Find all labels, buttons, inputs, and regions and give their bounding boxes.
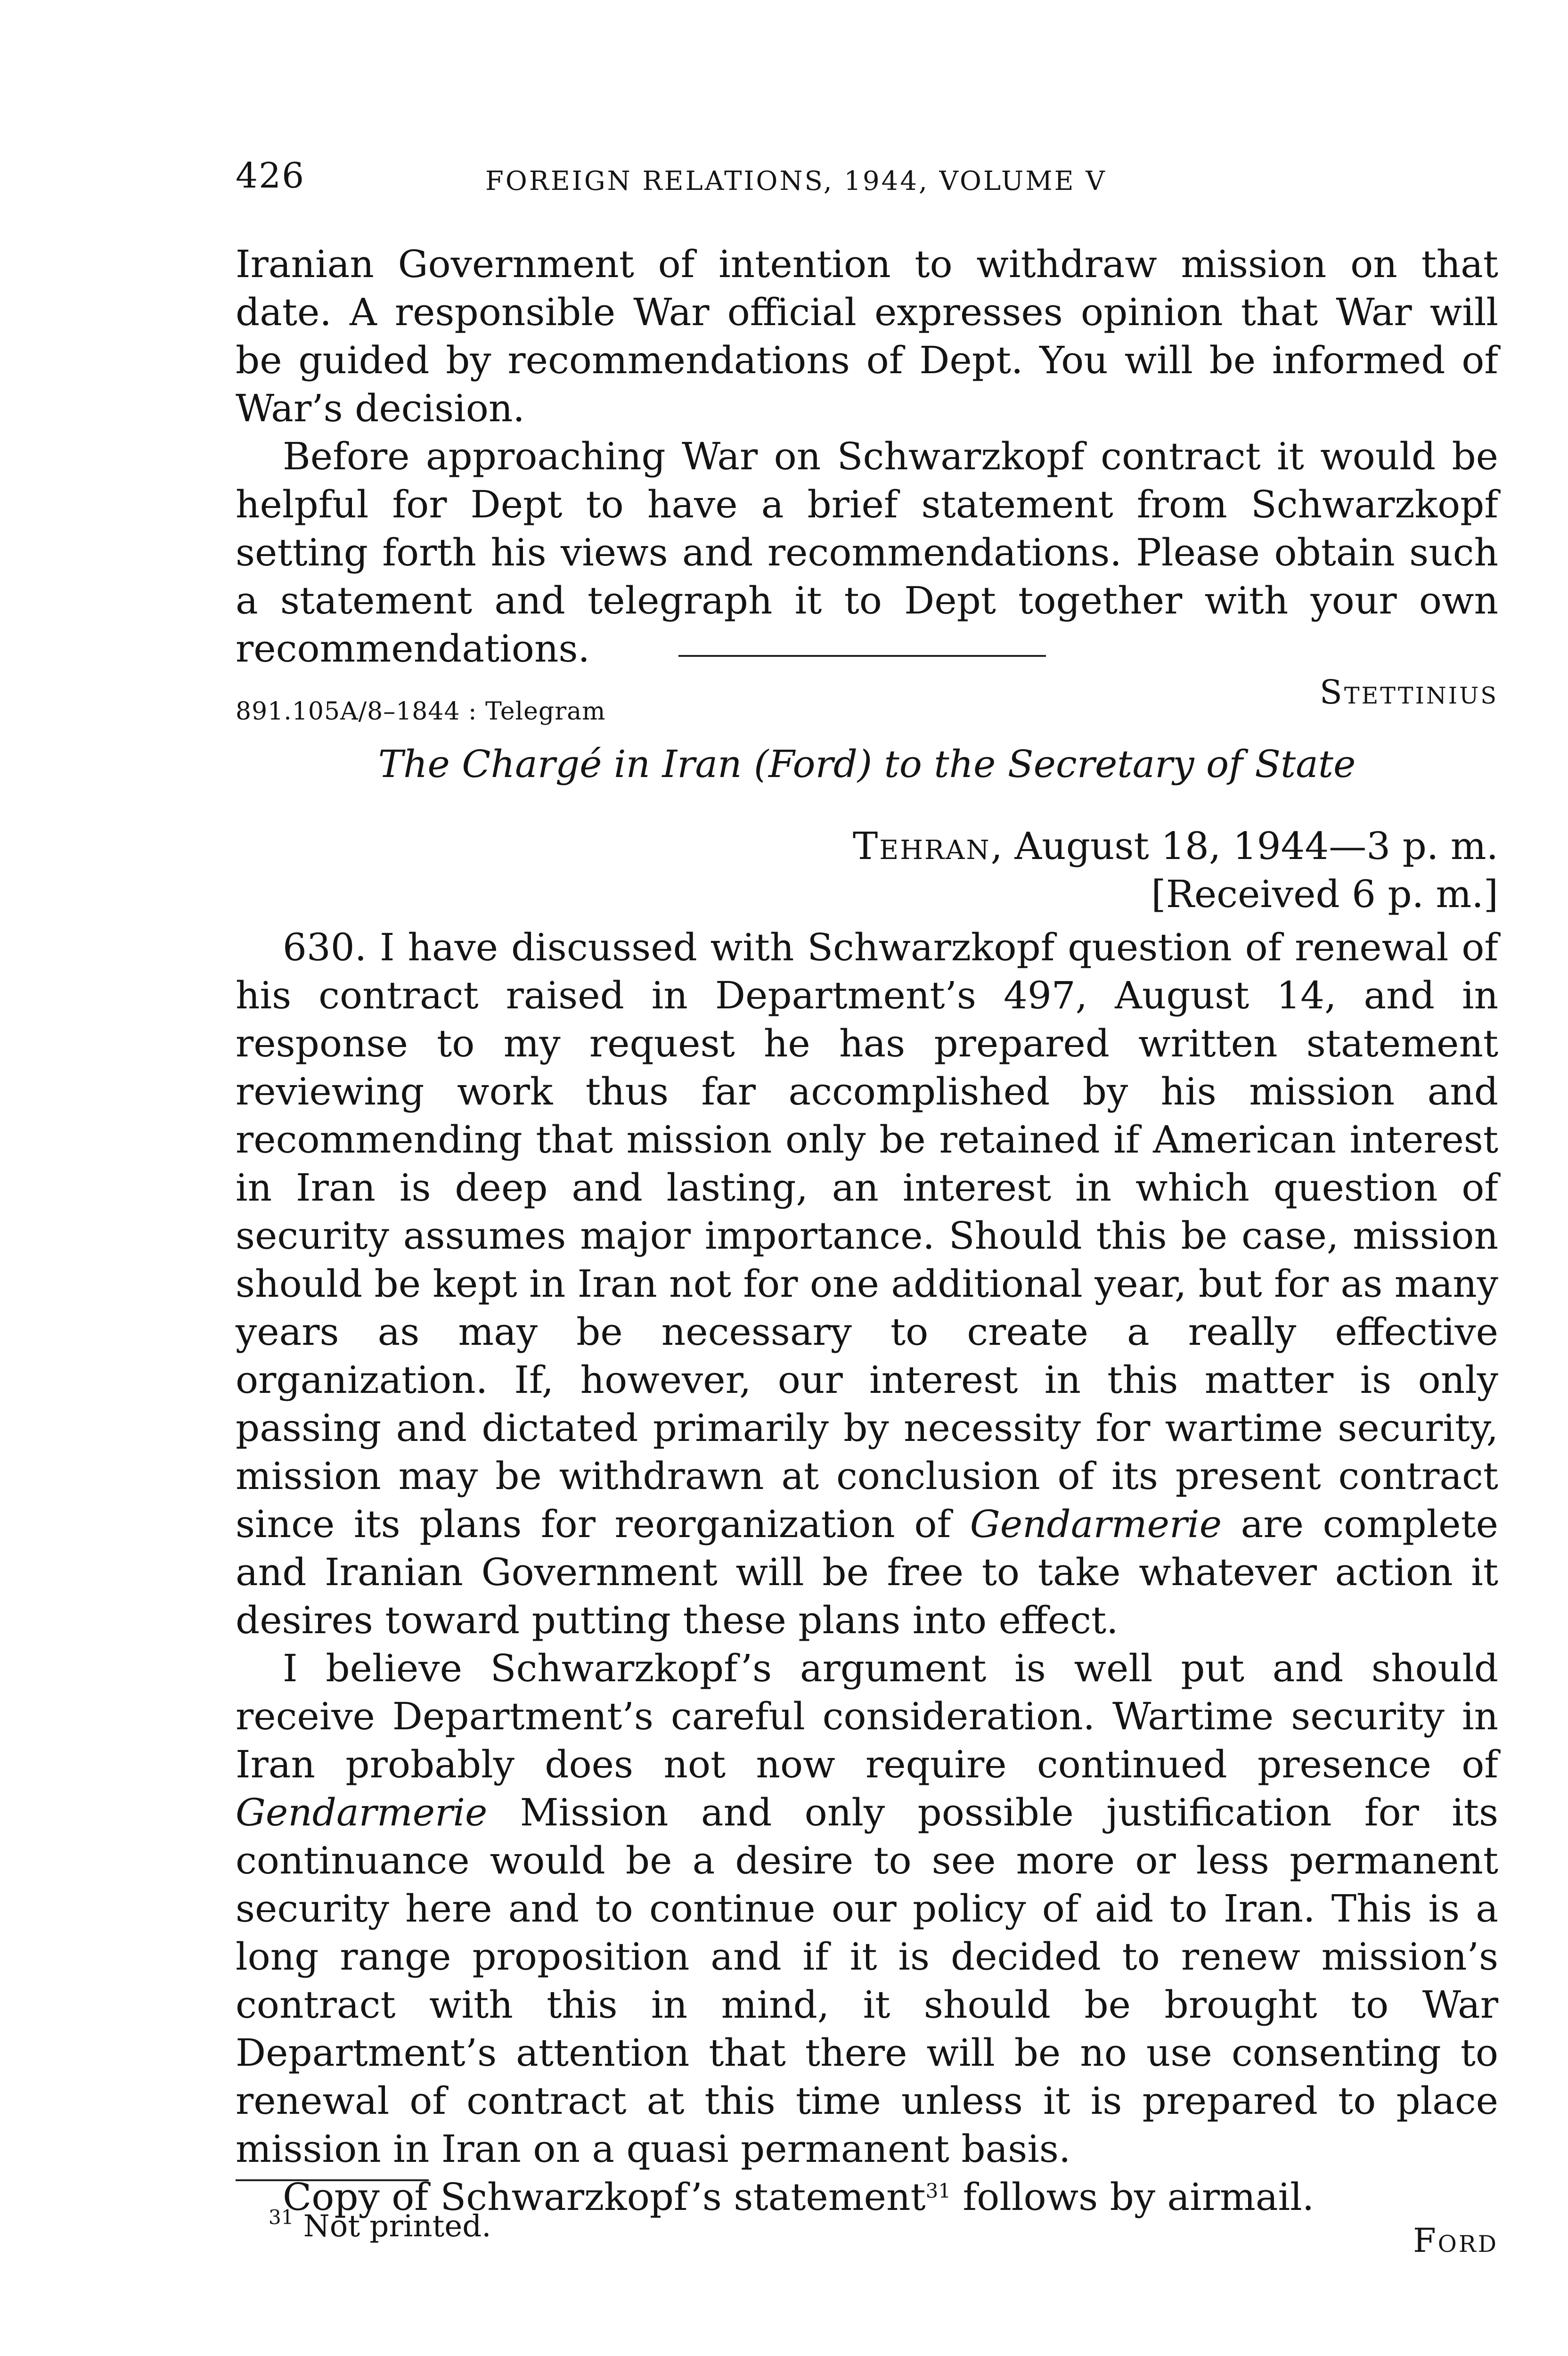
paragraph-text: 630. I have discussed with Schwarzkopf question of renewal of his contract raised in Department’s 497, August 14, and in response to my request he has prepared written statement reviewing work thus far accomplished by his mission and recommending that mission only be retained if American interest in Iran is deep and lasting, an interest in which question of security assumes major importance. Should this be case, mission should be kept in Iran not for one additional year, but for as many years as may be necessary to create a really effective organization. If, however, our interest in this matter is only passing and dictated primarily by necessity for wartime security, mission may be withdrawn at conclusion of its present contract since its plans for reorganization of xyxy=(236,925,1498,1546)
second-document-body xyxy=(236,924,1498,2260)
italic-term: Gendarmerie xyxy=(970,1502,1222,1546)
italic-term: Gendarmerie xyxy=(236,1791,488,1834)
received-time: [Received 6 p. m.] xyxy=(1151,872,1498,916)
section-divider xyxy=(678,655,1046,657)
file-reference: 891.105A/8–1844 : Telegram xyxy=(236,697,606,726)
paragraph xyxy=(236,924,1498,1644)
footnote-divider xyxy=(236,2179,429,2181)
footnote-marker: 31 xyxy=(269,2206,294,2229)
paragraph xyxy=(236,1644,1498,2173)
paragraph-text: I believe Schwarzkopf’s argument is well put and should receive Department’s careful consideration. Wartime security in Iran probably does not now require continued presence of xyxy=(236,1646,1498,1786)
dateline-date: , August 18, 1944—3 p. m. xyxy=(990,824,1498,868)
paragraph-continuation: Iranian Government of intention to withdraw mission on that date. A responsible War official expresses opinion that War will be guided by recommendations of Dept. You will be informed of War’s decision. xyxy=(236,242,1498,430)
first-document-body xyxy=(236,240,1498,712)
dateline-place: Tehran xyxy=(852,824,991,868)
document-title: The Chargé in Iran (Ford) to the Secretary of State xyxy=(378,742,1356,786)
page-header xyxy=(236,155,1498,212)
paragraph-text: are complete and Iranian Government will be free to take whatever action it desires toward putting these plans into effect. xyxy=(236,1502,1498,1642)
running-head: FOREIGN RELATIONS, 1944, VOLUME V xyxy=(485,166,1107,196)
signature-stettinius: Stettinius xyxy=(1319,673,1498,712)
signature-ford: Ford xyxy=(1413,2221,1498,2260)
paragraph-text: Mission and only possible justification for its continuance would be a desire to see more or less permanent security here and to continue our policy of aid to Iran. This is a long range proposition and if it is decided to renew mission’s contract with this in mind, it should be brought to War Department’s attention that there will be no use consenting to renewal of contract at this time unless it is prepared to place mission in Iran on a quasi permanent basis. xyxy=(236,1791,1498,2171)
page-number: 426 xyxy=(236,155,305,196)
paragraph-text: follows by airmail. xyxy=(951,2175,1315,2219)
footnote xyxy=(269,2206,491,2244)
paragraph: Before approaching War on Schwarzkopf contract it would be helpful for Dept to have a brief statement from Schwarzkopf setting forth his views and recommendations. Please obtain such a statement and telegraph it to Dept together with your own recommendations. xyxy=(236,434,1498,671)
footnote-reference: 31 xyxy=(925,2179,951,2202)
dateline xyxy=(236,822,1498,918)
footnote-text: Not printed. xyxy=(294,2209,491,2244)
paragraph-text: Copy of Schwarzkopf’s statement xyxy=(283,2175,926,2219)
